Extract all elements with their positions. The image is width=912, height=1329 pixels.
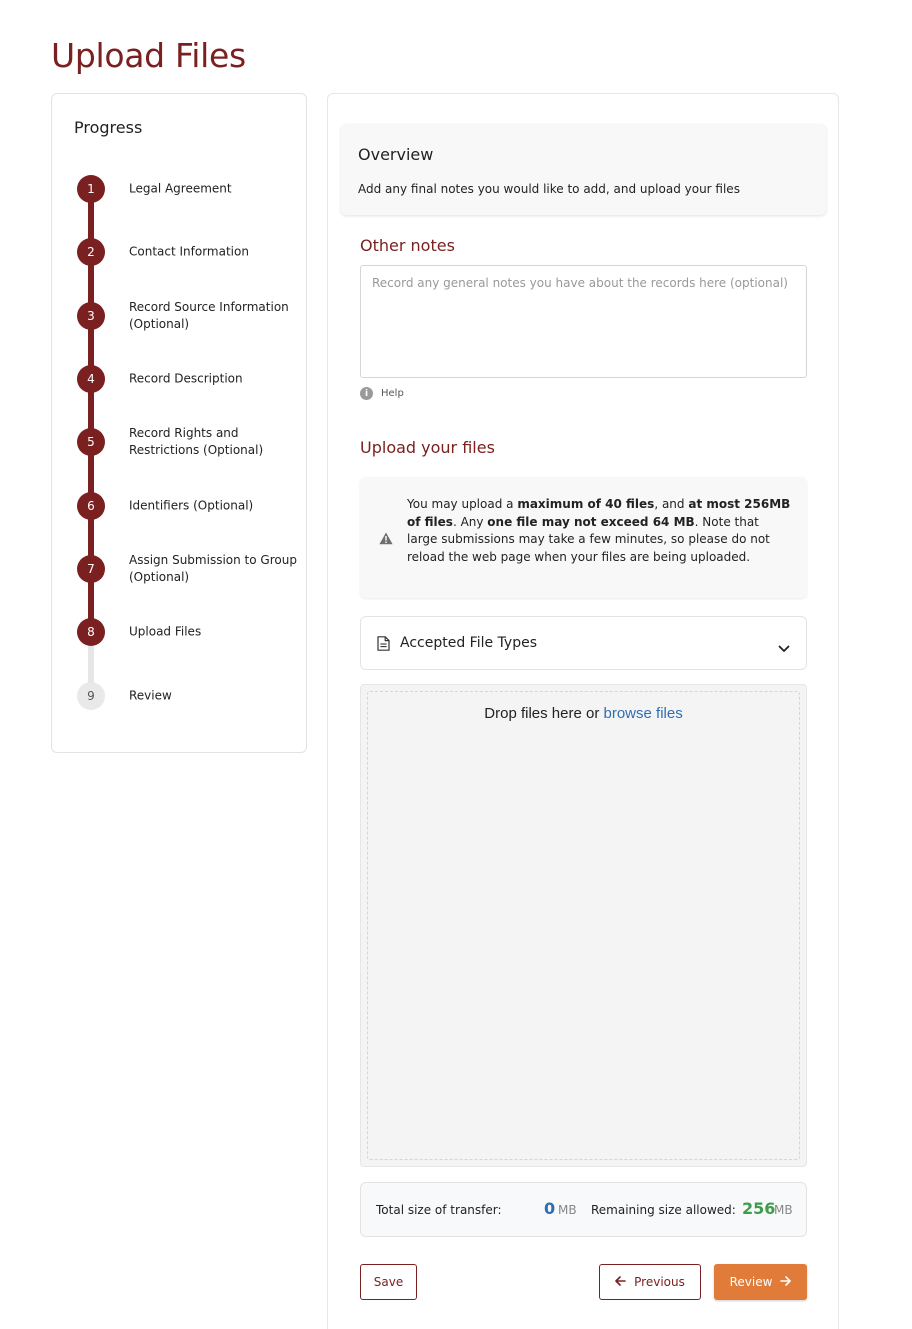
remaining-size-unit: MB (774, 1203, 793, 1217)
progress-step-5[interactable] (52, 422, 308, 462)
step-label: Record Description (129, 371, 243, 386)
review-button[interactable] (714, 1264, 807, 1300)
progress-panel (51, 93, 307, 753)
other-notes-heading: Other notes (360, 236, 455, 255)
progress-step-1[interactable] (52, 169, 308, 209)
step-label: Assign Submission to Group (Optional) (129, 553, 297, 584)
step-number: 1 (77, 175, 105, 203)
upload-files-heading: Upload your files (360, 438, 495, 457)
total-size-unit: MB (558, 1203, 577, 1217)
step-number: 2 (77, 238, 105, 266)
progress-step-3[interactable] (52, 296, 308, 336)
total-size-value: 0 (544, 1199, 556, 1218)
progress-step-9[interactable] (52, 676, 308, 716)
file-dropzone[interactable] (360, 684, 807, 1167)
step-label: Legal Agreement (129, 181, 232, 196)
step-label: Record Rights and Restrictions (Optional) (129, 426, 264, 457)
total-size-label: Total size of transfer: (376, 1203, 502, 1217)
accepted-file-types-accordion[interactable] (360, 616, 807, 670)
arrow-left-icon (615, 1275, 626, 1289)
upload-limits-text: You may upload a maximum of 40 files, and at most 256MB of files. Any one file may not exceed 64 MB. Note that large submissions may take a few minutes, so please do not reload the web page when your files are being uploaded. (407, 497, 791, 564)
previous-button[interactable] (599, 1264, 701, 1300)
progress-step-8[interactable] (52, 612, 308, 652)
progress-step-4[interactable] (52, 359, 308, 399)
overview-text: Add any final notes you would like to add, and upload your files (358, 182, 740, 196)
save-button[interactable] (360, 1264, 417, 1300)
document-icon (377, 636, 390, 655)
other-notes-textarea[interactable] (360, 265, 807, 378)
step-number: 4 (77, 365, 105, 393)
overview-title: Overview (358, 145, 434, 164)
step-label: Upload Files (129, 624, 202, 639)
step-number: 7 (77, 555, 105, 583)
step-number: 5 (77, 428, 105, 456)
arrow-right-icon (780, 1275, 791, 1289)
overview-panel (341, 124, 826, 215)
step-number: 3 (77, 302, 105, 330)
step-label: Contact Information (129, 244, 249, 259)
chevron-down-icon (778, 638, 790, 657)
dropzone-text (361, 705, 806, 722)
step-number: 9 (77, 682, 105, 710)
dropzone-instruction: Drop files here or (484, 705, 604, 722)
previous-label: Previous (634, 1275, 685, 1289)
step-label: Record Source Information (Optional) (129, 300, 289, 331)
accepted-file-types-label: Accepted File Types (400, 635, 537, 651)
step-label: Review (129, 688, 172, 703)
info-circle-icon: i (360, 387, 373, 400)
remaining-size-label: Remaining size allowed: (591, 1203, 736, 1217)
transfer-size-summary (360, 1182, 807, 1237)
dropzone-border (367, 691, 800, 1160)
warning-triangle-icon (379, 530, 393, 549)
progress-step-7[interactable] (52, 549, 308, 589)
step-number: 6 (77, 492, 105, 520)
remaining-size-value: 256 (742, 1199, 776, 1218)
help-label: Help (381, 388, 404, 399)
step-label: Identifiers (Optional) (129, 498, 254, 513)
save-label: Save (373, 1275, 404, 1289)
step-number: 8 (77, 618, 105, 646)
upload-limits-notice (360, 477, 807, 598)
help-link[interactable] (360, 387, 404, 400)
progress-step-2[interactable] (52, 232, 308, 272)
browse-files-link[interactable]: browse files (603, 705, 683, 722)
review-label: Review (729, 1275, 773, 1289)
upload-form-card (327, 93, 839, 1329)
progress-title: Progress (74, 118, 143, 137)
progress-step-6[interactable] (52, 486, 308, 526)
page-title: Upload Files (51, 36, 246, 75)
